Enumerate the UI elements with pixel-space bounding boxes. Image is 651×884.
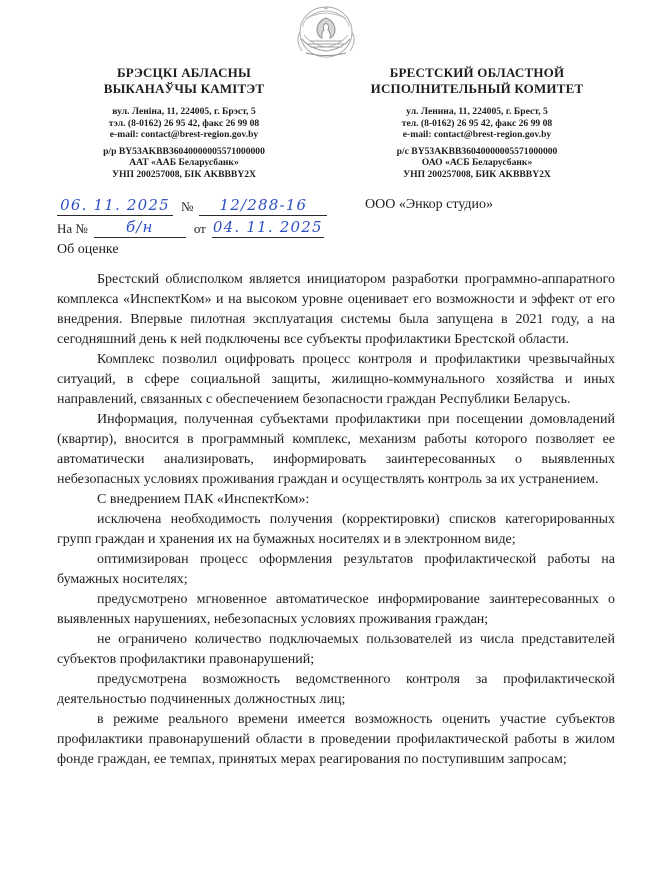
- paragraph: Брестский облисполком является инициатором разработки программно-аппаратного комплекса «ИнспектКом» и на высоком уровне оценивает его возможности и эффект от его внедрения. Впервые пилотная эксплуатация системы была запущена в 2021 году, а на сегодняшний день к ней подключены все субъекты профилактики Брестской области.: [57, 271, 615, 347]
- letterhead-emblem: [0, 0, 651, 63]
- letterhead-left: [38, 65, 330, 181]
- account-line: р/р BY53AKBB36040000005571000000: [103, 145, 265, 157]
- contact-block-left: [38, 106, 330, 181]
- letterhead: [0, 65, 651, 181]
- org-title-line1: БРЕСТСКИЙ ОБЛАСТНОЙ: [389, 65, 565, 80]
- incoming-label: На №: [57, 220, 88, 236]
- address-line: вул. Леніна, 11, 224005, г. Брэст, 5: [112, 106, 256, 117]
- phone-line: тел. (8-0162) 26 95 42, факс 26 99 08: [401, 117, 553, 129]
- bank-line: ААТ «ААБ Беларусбанк»: [129, 157, 239, 169]
- subject-line: Об оценке: [57, 241, 119, 257]
- outgoing-row: [57, 194, 335, 216]
- reference-fields: [57, 194, 335, 258]
- address-line: ул. Ленина, 11, 224005, г. Брест, 5: [406, 106, 548, 117]
- unp-line: УНП 200257008, БІК AKBBBY2X: [111, 168, 256, 180]
- incoming-number-value: б/н: [125, 217, 154, 236]
- account-line: р/с BY53AKBB36040000005571000000: [396, 145, 558, 157]
- org-title-line2: ИСПОЛНИТЕЛЬНЫЙ КОМИТЕТ: [370, 81, 584, 96]
- paragraph: предусмотрена возможность ведомственного контроля за профилактической деятельностью подчиненных должностных лиц;: [57, 671, 615, 707]
- paragraph: Комплекс позволил оцифровать процесс контроля и профилактики чрезвычайных ситуаций, в сфере социальной защиты, жилищно-коммунального хозяйства и иных направлений, связанных с обеспечением безопасности граждан Республики Беларусь.: [57, 351, 615, 407]
- paragraph: Информация, полученная субъектами профилактики при посещении домовладений (квартир), вносится в программный комплекс, механизм работы которого позволяет ее автоматически анализировать, информировать заинтересованных о выявленных небезопасных условиях проживания граждан и осуществлять контроль за их устранением.: [57, 411, 615, 487]
- from-label: от: [193, 220, 206, 236]
- paragraph: не ограничено количество подключаемых пользователей из числа представителей субъектов профилактики правонарушений;: [57, 631, 615, 667]
- org-title-russian: [331, 65, 623, 97]
- org-title-line1: БРЭСЦКІ АБЛАСНЫ: [117, 65, 251, 80]
- unp-line: УНП 200257008, БИК AKBBBY2X: [403, 168, 551, 180]
- letterhead-right: [331, 65, 623, 181]
- incoming-date-field: [212, 218, 324, 238]
- belarus-coat-of-arms-icon: [280, 5, 372, 64]
- outgoing-number-value: 12/288-16: [219, 195, 308, 214]
- incoming-number-field: [94, 218, 186, 238]
- org-title-belarusian: [38, 65, 330, 97]
- number-sign-label: №: [181, 198, 194, 214]
- paragraph: оптимизирован процесс оформления результатов профилактической работы на бумажных носителях;: [57, 551, 615, 587]
- letter-body: [57, 270, 615, 770]
- recipient: ООО «Энкор студио»: [365, 196, 494, 212]
- email-line: e-mail: contact@brest-region.gov.by: [402, 129, 552, 141]
- bank-line: ОАО «АСБ Беларусбанк»: [421, 157, 533, 169]
- paragraph: в режиме реального времени имеется возможность оценить участие субъектов профилактики правонарушений области в проведении профилактической работы в жилом фонде граждан, ее темпах, принятых мерах реагирования по поступившим запросам;: [57, 711, 615, 767]
- incoming-date-value: 04. 11. 2025: [212, 217, 323, 236]
- paragraph: исключена необходимость получения (корректировки) списков категорированных групп граждан и хранения их на бумажных носителях и в электронном виде;: [57, 511, 615, 547]
- outgoing-date-value: 06. 11. 2025: [60, 195, 170, 214]
- outgoing-number-field: [199, 196, 327, 216]
- outgoing-date-field: [57, 196, 173, 216]
- phone-line: тэл. (8-0162) 26 95 42, факс 26 99 08: [108, 117, 260, 129]
- paragraph: предусмотрено мгновенное автоматическое информирование заинтересованных о выявленных нарушениях, небезопасных условиях проживания граждан;: [57, 591, 615, 627]
- reference-block: [57, 194, 651, 258]
- contact-block-right: [331, 106, 623, 181]
- incoming-row: [57, 216, 335, 238]
- org-title-line2: ВЫКАНАЎЧЫ КАМІТЭТ: [103, 81, 265, 96]
- paragraph: С внедрением ПАК «ИнспектКом»:: [97, 491, 310, 507]
- email-line: e-mail: contact@brest-region.gov.by: [109, 129, 259, 141]
